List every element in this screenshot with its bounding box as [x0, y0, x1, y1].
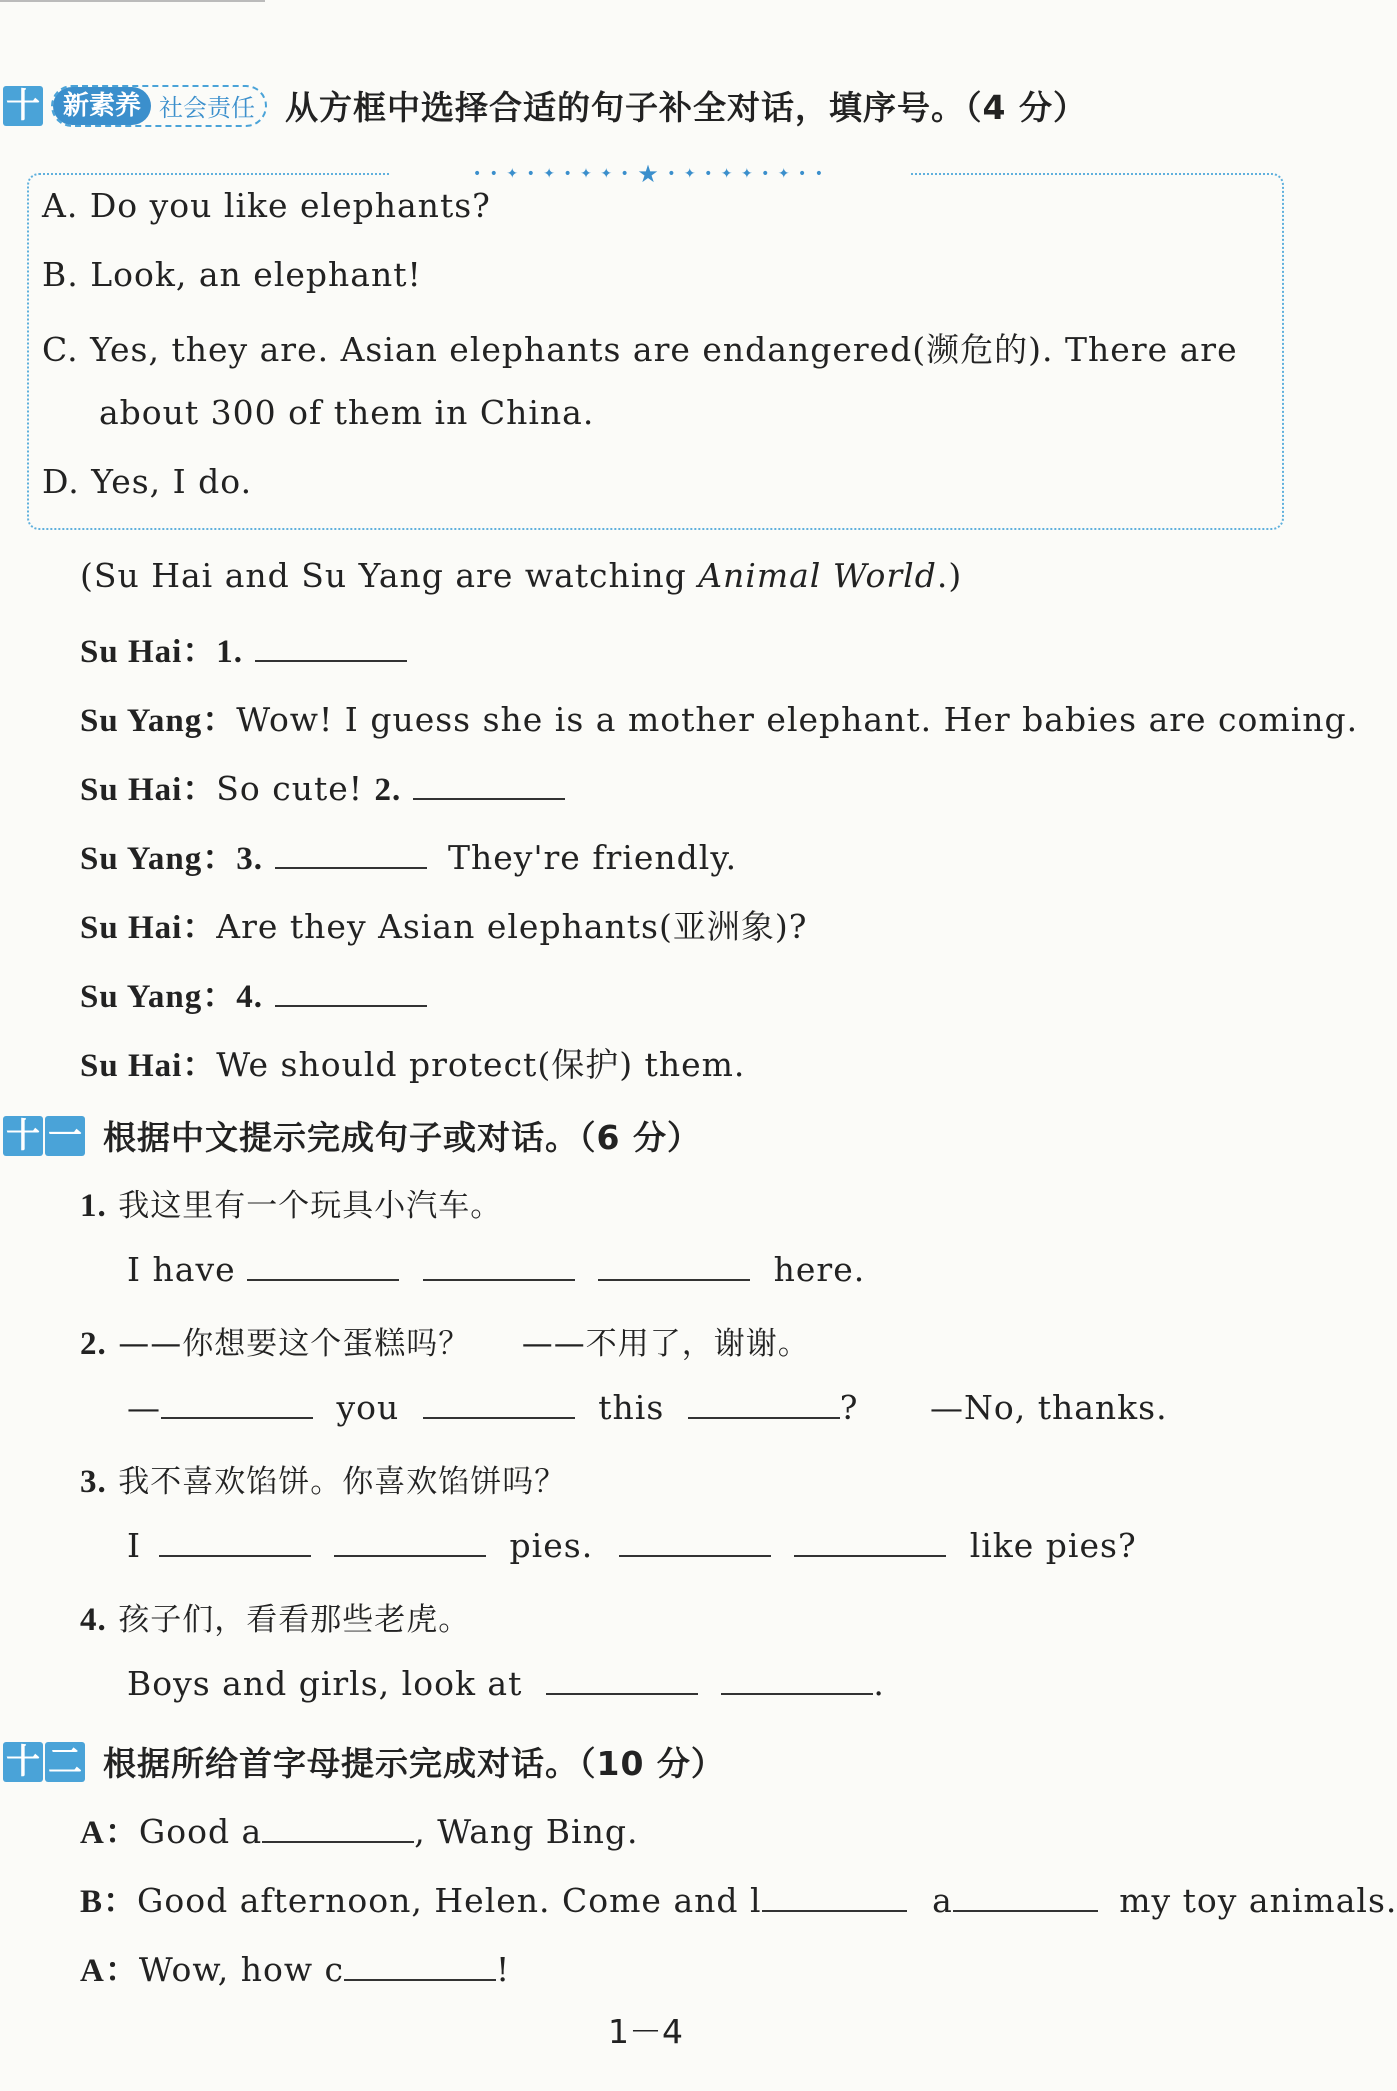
sentence-part: .	[873, 1664, 885, 1703]
sentence-part: —	[127, 1388, 161, 1427]
badge-char: 十	[3, 1116, 43, 1156]
chinese-prompt: ——你想要这个蛋糕吗？	[118, 1326, 471, 1362]
answer-blank[interactable]	[619, 1525, 771, 1557]
dialogue-text: Wow, how c	[138, 1950, 345, 1989]
question-number: 1.	[80, 1188, 107, 1224]
option-label: B.	[42, 255, 79, 294]
speaker: Su Yang：	[80, 703, 237, 739]
blank-number: 1.	[216, 634, 244, 670]
question-number: 2.	[80, 1326, 107, 1362]
question-2-answer	[127, 1387, 1168, 1427]
literacy-tag-sub: 社会责任	[159, 94, 256, 122]
option-label: C.	[42, 330, 79, 369]
option-text: Look, an elephant!	[90, 255, 422, 294]
answer-blank[interactable]	[598, 1249, 750, 1281]
sentence-part: this	[598, 1388, 665, 1427]
sentence-part: here.	[773, 1250, 866, 1289]
option-d	[42, 462, 252, 501]
dialogue-text: !	[496, 1950, 511, 1989]
question-2-prompt	[80, 1318, 810, 1363]
section-number-badge	[3, 1742, 85, 1782]
dialogue-line-2	[80, 694, 1358, 741]
dialogue-line-1	[80, 625, 407, 672]
badge-char: 一	[45, 1116, 85, 1156]
option-text: Yes, I do.	[91, 462, 253, 501]
speaker: Su Hai：	[80, 1048, 217, 1084]
dialogue-line-3	[80, 763, 565, 810]
literacy-tag-main: 新素养	[53, 87, 151, 125]
context-text: (Su Hai and Su Yang are watching	[80, 556, 699, 595]
speaker: Su Hai：	[80, 634, 217, 670]
section-11-header	[3, 1112, 701, 1159]
context-title: Animal World	[698, 556, 937, 595]
speaker: Su Hai：	[80, 910, 217, 946]
answer-blank[interactable]	[721, 1663, 873, 1695]
section-number-badge	[3, 86, 43, 126]
sentence-part: you	[336, 1388, 400, 1427]
dialogue-text: They're friendly.	[448, 838, 738, 877]
badge-char: 十	[3, 86, 43, 126]
answer-blank[interactable]	[275, 975, 427, 1007]
dialogue-text: Good a	[138, 1812, 263, 1851]
dialogue-text: Good afternoon, Helen. Come and l	[137, 1881, 762, 1920]
question-4-answer	[127, 1663, 885, 1703]
sentence-part: —No, thanks.	[929, 1388, 1168, 1427]
dialogue-text: We should protect(保护) them.	[216, 1045, 746, 1084]
section-number-badge	[3, 1116, 85, 1156]
question-number: 3.	[80, 1464, 107, 1500]
question-1-prompt	[80, 1180, 502, 1225]
blank-number: 2.	[374, 772, 402, 808]
answer-blank[interactable]	[794, 1525, 946, 1557]
sentence-part: ?	[839, 1388, 859, 1427]
answer-blank[interactable]	[413, 768, 565, 800]
dialogue-text: a	[932, 1881, 953, 1920]
dialogue-a-1	[80, 1806, 638, 1853]
question-4-prompt	[80, 1594, 470, 1639]
speaker: B：	[80, 1884, 138, 1920]
blank-number: 4.	[236, 979, 264, 1015]
option-text: Do you like elephants?	[89, 186, 491, 225]
dialogue-a-2	[80, 1944, 510, 1991]
chinese-prompt: 我这里有一个玩具小汽车。	[118, 1188, 503, 1224]
answer-blank[interactable]	[255, 630, 407, 662]
top-rule	[0, 0, 265, 2]
speaker: Su Yang：	[80, 841, 237, 877]
sentence-part: pies.	[509, 1526, 594, 1565]
blank-number: 3.	[236, 841, 264, 877]
dialogue-b-1	[80, 1875, 1397, 1922]
dialogue-line-7	[80, 1039, 745, 1086]
option-a	[42, 186, 491, 225]
sentence-part: Boys and girls, look at	[127, 1664, 523, 1703]
answer-blank[interactable]	[334, 1525, 486, 1557]
dialogue-text: Are they Asian elephants(亚洲象)?	[216, 907, 808, 946]
dialogue-text: So cute!	[216, 769, 375, 808]
answer-blank[interactable]	[247, 1249, 399, 1281]
answer-blank[interactable]	[161, 1387, 313, 1419]
dialogue-text: my toy animals.	[1119, 1881, 1397, 1920]
question-1-answer	[127, 1249, 865, 1289]
answer-blank[interactable]	[688, 1387, 840, 1419]
section-10-header	[3, 82, 1087, 129]
answer-blank[interactable]	[275, 837, 427, 869]
sentence-part: like pies?	[969, 1526, 1137, 1565]
answer-blank[interactable]	[953, 1880, 1098, 1912]
dialogue-line-5	[80, 901, 807, 948]
answer-blank[interactable]	[344, 1949, 496, 1981]
answer-blank[interactable]	[262, 1811, 414, 1843]
speaker: Su Yang：	[80, 979, 237, 1015]
answer-blank[interactable]	[423, 1387, 575, 1419]
star-decoration: • • ✦ • ✦ • ✦ ✦ • ★ • ✦ • ✦ ✦ • ✦ • •	[389, 163, 909, 185]
section-title: 根据所给首字母提示完成对话。（10 分）	[103, 1744, 725, 1783]
dialogue-context	[80, 556, 962, 595]
question-3-prompt	[80, 1456, 566, 1501]
literacy-tag	[51, 85, 267, 127]
section-title: 从方框中选择合适的句子补全对话，填序号。（4 分）	[285, 88, 1087, 127]
dialogue-line-4	[80, 832, 737, 879]
answer-blank[interactable]	[423, 1249, 575, 1281]
section-title: 根据中文提示完成句子或对话。（6 分）	[103, 1118, 701, 1157]
option-label: A.	[42, 186, 79, 225]
speaker: A：	[80, 1815, 139, 1851]
speaker: A：	[80, 1953, 139, 1989]
question-number: 4.	[80, 1602, 107, 1638]
option-c	[42, 324, 1238, 371]
sentence-part: I	[127, 1526, 142, 1565]
answer-blank[interactable]	[762, 1880, 907, 1912]
chinese-prompt: 我不喜欢馅饼。你喜欢馅饼吗？	[118, 1464, 567, 1500]
page-number: 1－4	[608, 2012, 683, 2051]
chinese-prompt: ——不用了，谢谢。	[521, 1326, 810, 1362]
option-c-continued	[99, 393, 594, 432]
question-3-answer	[127, 1525, 1137, 1565]
chinese-prompt: 孩子们，看看那些老虎。	[118, 1602, 471, 1638]
sentence-part: I have	[127, 1250, 236, 1289]
dialogue-line-6	[80, 970, 427, 1017]
context-text-end: .)	[936, 556, 963, 595]
section-12-header	[3, 1738, 725, 1785]
answer-blank[interactable]	[159, 1525, 311, 1557]
dialogue-text: Wow! I guess she is a mother elephant. Her babies are coming.	[236, 700, 1359, 739]
badge-char: 十	[3, 1742, 43, 1782]
speaker: Su Hai：	[80, 772, 217, 808]
answer-blank[interactable]	[546, 1663, 698, 1695]
option-text: Yes, they are. Asian elephants are endangered(濒危的). There are	[90, 330, 1238, 369]
option-label: D.	[42, 462, 80, 501]
badge-char: 二	[45, 1742, 85, 1782]
dialogue-text: , Wang Bing.	[414, 1812, 639, 1851]
option-text: about 300 of them in China.	[99, 393, 595, 432]
option-b	[42, 255, 422, 294]
